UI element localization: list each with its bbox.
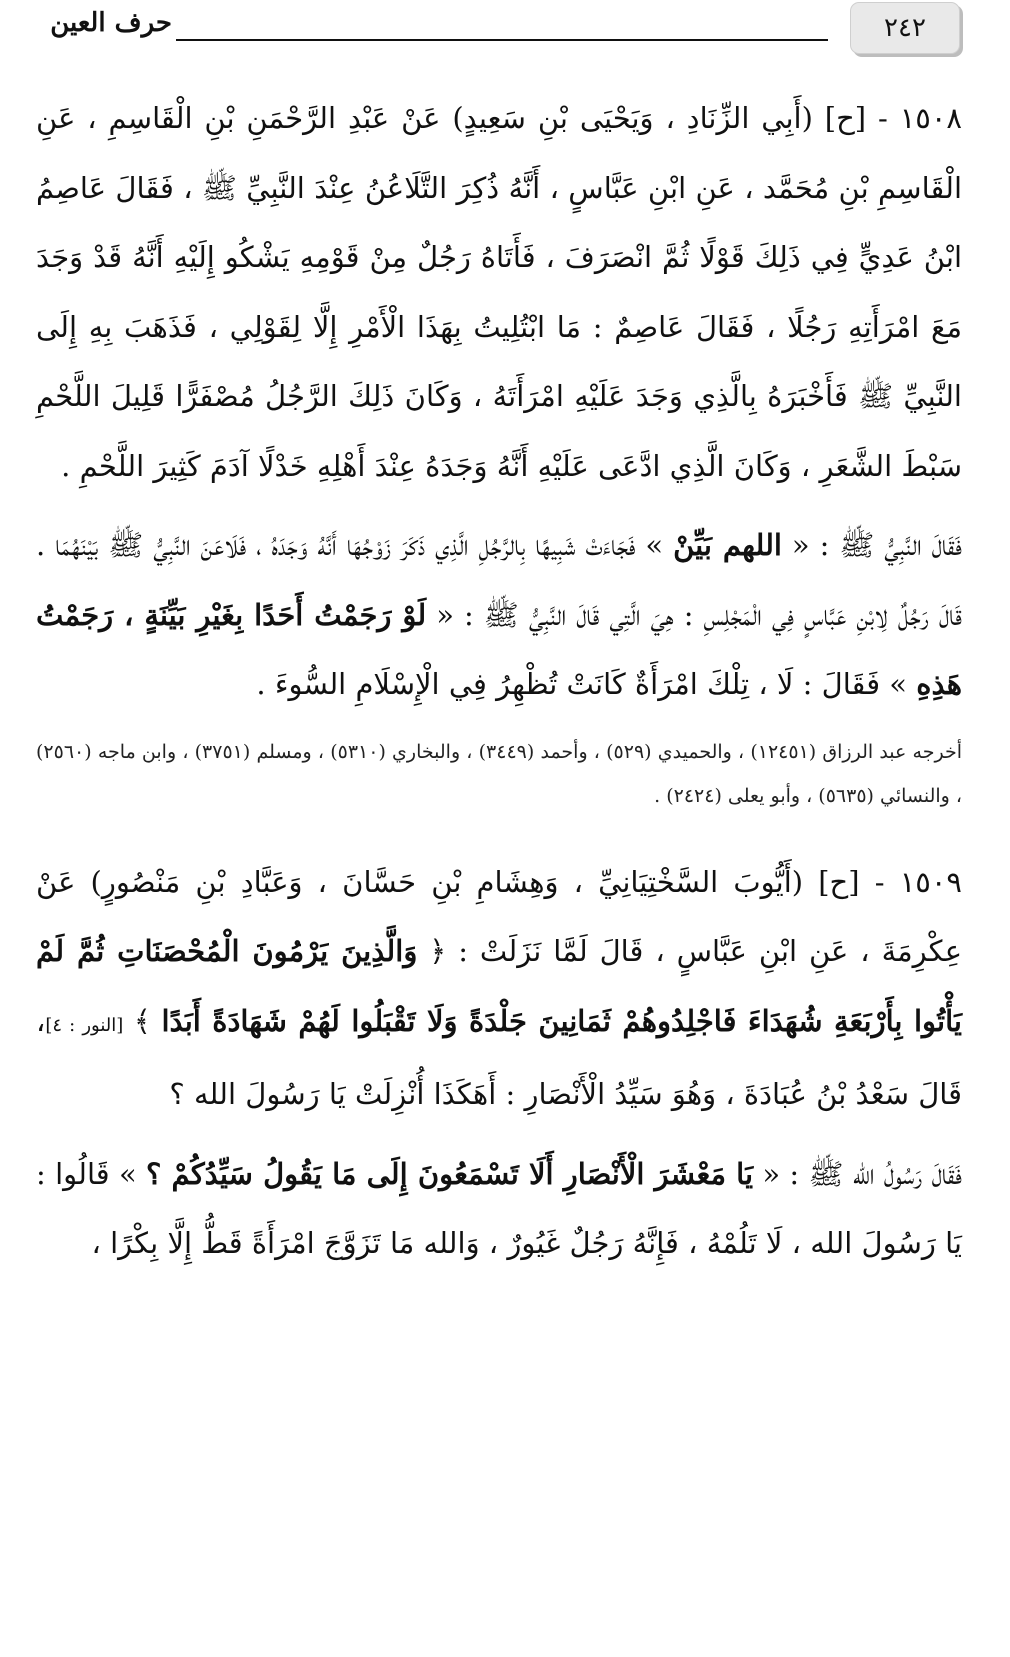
- text-segment: » فَقَالَ : لَا ، تِلْكَ امْرَأَةٌ كَانَتْ تُظْهِرُ فِي الْإِسْلَامِ السُّوءَ .: [256, 667, 917, 701]
- prophetic-saying: يَا مَعْشَرَ الْأَنْصَارِ أَلَا تَسْمَعُونَ إِلَى مَا يَقُولُ سَيِّدُكُمْ ؟: [145, 1156, 754, 1191]
- prophetic-saying: اللهم بَيِّنْ: [673, 528, 782, 562]
- chapter-title: حرف العين: [50, 8, 172, 38]
- hadith-1509-paragraph-1: [36, 848, 962, 1130]
- text-segment: ﴾: [123, 1003, 162, 1038]
- text-segment: فَقَالَ النَّبِيُّ ﷺ : «: [781, 528, 962, 562]
- header-rule: [176, 39, 828, 41]
- hadith-1508-paragraph-2: [36, 511, 962, 720]
- verse-reference: [النور : ٤]: [45, 1014, 124, 1036]
- text-segment: » قَالُوا : يَا رَسُولَ الله ، لَا تَلُمْهُ ، فَإِنَّهُ رَجُلٌ غَيُورٌ ، وَالله مَا تَزَوَّجَ امْرَأَةً قَطُّ إِلَّا بِكْرًا ،: [36, 1156, 962, 1260]
- page-body: [36, 84, 962, 1279]
- quran-verse: وَالَّذِينَ يَرْمُونَ الْمُحْصَنَاتِ ثُمَّ لَمْ يَأْتُوا بِأَرْبَعَةِ شُهَدَاءَ فَاجْلِدُوهُمْ ثَمَانِينَ جَلْدَةً وَلَا تَقْبَلُوا لَهُمْ شَهَادَةً أَبَدًا: [36, 934, 962, 1038]
- hadith-1508-takhrij: أخرجه عبد الرزاق (١٢٤٥١) ، والحميدي (٥٢٩) ، وأحمد (٣٤٤٩) ، والبخاري (٥٣١٠) ، ومسلم (٣٧٥١) ، وابن ماجه (٢٥٦٠) ، والنسائي (٥٦٣٥) ، وأبو يعلى (٢٤٢٤) .: [36, 740, 962, 807]
- text-segment: ، قَالَ سَعْدُ بْنُ عُبَادَةَ ، وَهُوَ سَيِّدُ الْأَنْصَارِ : أَهَكَذَا أُنْزِلَتْ يَا رَسُولَ الله ؟: [36, 1003, 962, 1111]
- hadith-1508-paragraph-1: ١٥٠٨ - [ح] (أَبِي الزِّنَادِ ، وَيَحْيَى بْنِ سَعِيدٍ) عَنْ عَبْدِ الرَّحْمَنِ بْنِ الْقَاسِمِ ، عَنِ الْقَاسِمِ بْنِ مُحَمَّد ، عَنِ ابْنِ عَبَّاسٍ ، أَنَّهُ ذُكِرَ التَّلَاعُنُ عِنْدَ النَّبِيِّ ﷺ ، فَقَالَ عَاصِمُ ابْنُ عَدِيٍّ فِي ذَلِكَ قَوْلًا ثُمَّ انْصَرَفَ ، فَأَتَاهُ رَجُلٌ مِنْ قَوْمِهِ يَشْكُو إِلَيْهِ أَنَّهُ قَدْ وَجَدَ مَعَ امْرَأَتِهِ رَجُلًا ، فَقَالَ عَاصِمٌ : مَا ابْتُلِيتُ بِهَذَا الْأَمْرِ إِلَّا لِقَوْلِي ، فَذَهَبَ بِهِ إِلَى النَّبِيِّ ﷺ فَأَخْبَرَهُ بِالَّذِي وَجَدَ عَلَيْهِ امْرَأَتَهُ ، وَكَانَ ذَلِكَ الرَّجُلُ مُصْفَرًّا قَلِيلَ اللَّحْمِ سَبْطَ الشَّعَرِ ، وَكَانَ الَّذِي ادَّعَى عَلَيْهِ أَنَّهُ وَجَدَهُ عِنْدَ أَهْلِهِ خَدْلًا آدَمَ كَثِيرَ اللَّحْمِ .: [36, 101, 962, 483]
- text-segment: فَقَالَ رَسُولُ الله ﷺ : «: [753, 1156, 962, 1191]
- hadith-1509-paragraph-2: [36, 1140, 962, 1279]
- text-segment: » فَجَاءَتْ شَبِيهًا بِالرَّجُلِ الَّذِي ذَكَرَ زَوْجُهَا أَنَّهُ وَجَدَهُ ، فَلَاعَنَ النَّبِيُّ ﷺ بَيْنَهُمَا . قَالَ رَجُلٌ لِابْنِ عَبَّاسٍ فِي الْمَجْلِسِ : هِيَ الَّتِي قَالَ النَّبِيُّ ﷺ : «: [36, 528, 962, 632]
- text-segment: ١٥٠٩ - [ح] (أَيُّوبَ السَّخْتِيَانِيِّ ، وَهِشَامِ بْنِ حَسَّانَ ، وَعَبَّادِ بْنِ مَنْصُورٍ) عَنْ عِكْرِمَةَ ، عَنِ ابْنِ عَبَّاسٍ ، قَالَ لَمَّا نَزَلَتْ : ﴿: [36, 864, 962, 968]
- section-spacer: [36, 818, 962, 848]
- page-number: ٢٤٢: [850, 2, 960, 54]
- prophetic-saying: لَوْ رَجَمْتُ أَحَدًا بِغَيْرِ بَيِّنَةٍ ، رَجَمْتُ هَذِهِ: [36, 597, 962, 701]
- page-header: [36, 0, 960, 60]
